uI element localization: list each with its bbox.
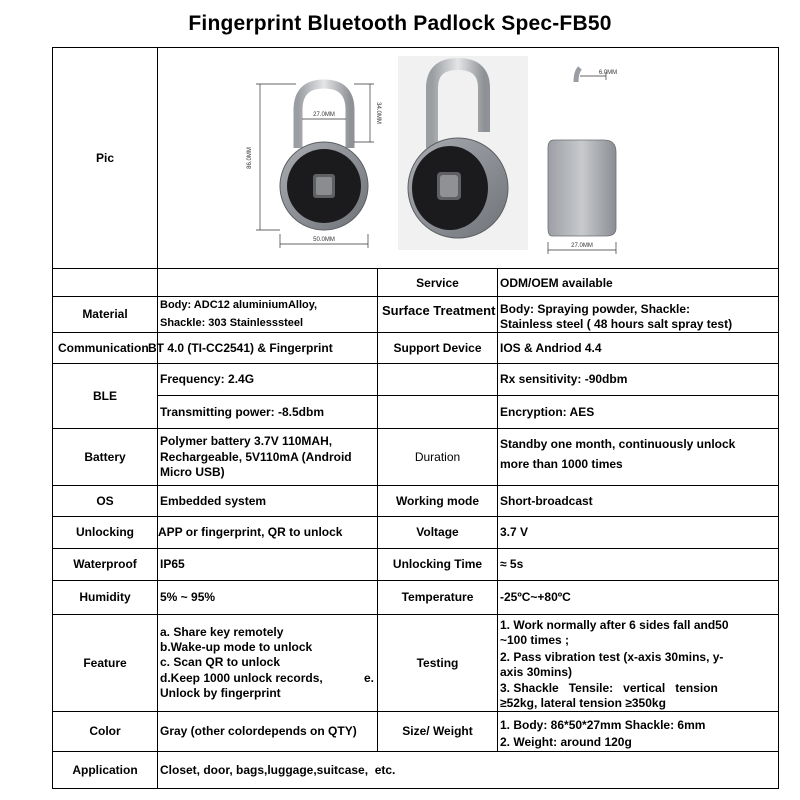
page-title: Fingerprint Bluetooth Padlock Spec-FB50 bbox=[188, 12, 612, 35]
ble-rx-sensitivity: Rx sensitivity: -90dbm bbox=[500, 372, 628, 386]
color-label: Color bbox=[89, 724, 121, 738]
padlock-photo-view bbox=[398, 56, 528, 250]
dim-shackle-thickness: 6.0MM bbox=[598, 70, 618, 76]
battery-line-2: Rechargeable, 5V110mA (Android bbox=[160, 450, 352, 464]
ble-frequency: Frequency: 2.4G bbox=[160, 372, 255, 386]
testing-line-6: ≥52kg, lateral tension ≥350kg bbox=[500, 696, 666, 710]
padlock-side-view bbox=[548, 68, 617, 254]
unlocking-time-label: Unlocking Time bbox=[392, 557, 483, 571]
color-value: Gray (other colordepends on QTY) bbox=[160, 724, 357, 738]
ble-encryption: Encryption: AES bbox=[500, 404, 595, 419]
voltage-label: Voltage bbox=[416, 525, 459, 539]
working-mode-label: Working mode bbox=[395, 493, 480, 508]
surface-treatment-label: Surface Treatment bbox=[382, 302, 496, 318]
dim-width-shackle: 27.0MM bbox=[313, 112, 335, 118]
os-label: OS bbox=[96, 493, 114, 508]
humidity-value: 5% ~ 95% bbox=[160, 590, 216, 604]
feature-line-1: a. Share key remotely bbox=[160, 625, 284, 639]
communication-value: BT 4.0 (TI-CC2541) & Fingerprint bbox=[148, 340, 333, 355]
testing-label: Testing bbox=[416, 655, 459, 670]
battery-line-3: Micro USB) bbox=[160, 465, 225, 479]
temperature-value: -25ºC~+80ºC bbox=[500, 590, 571, 604]
communication-label: Communication bbox=[58, 340, 149, 355]
dim-total-height: 86.0MM bbox=[247, 147, 253, 169]
support-device-value: IOS & Andriod 4.4 bbox=[500, 340, 602, 355]
waterproof-label: Waterproof bbox=[73, 557, 137, 571]
humidity-label: Humidity bbox=[79, 590, 131, 604]
support-device-label: Support Device bbox=[393, 340, 482, 355]
product-pictures bbox=[160, 48, 620, 270]
duration-line-2: more than 1000 times bbox=[500, 457, 623, 471]
surface-line-2: Stainless steel ( 48 hours salt spray test) bbox=[500, 317, 733, 331]
temperature-label: Temperature bbox=[401, 590, 474, 604]
dim-body-width: 50.0MM bbox=[313, 237, 335, 243]
size-weight-label: Size/ Weight bbox=[402, 724, 473, 738]
feature-line-2: b.Wake-up mode to unlock bbox=[160, 640, 313, 654]
battery-line-1: Polymer battery 3.7V 110MAH, bbox=[160, 434, 333, 448]
testing-line-3: 2. Pass vibration test (x-axis 30mins, y- bbox=[500, 650, 724, 664]
service-label: Service bbox=[416, 275, 459, 290]
duration-label: Duration bbox=[414, 449, 461, 464]
service-value: ODM/OEM available bbox=[500, 275, 613, 290]
dim-body-depth: 27.0MM bbox=[571, 243, 593, 249]
battery-label: Battery bbox=[84, 449, 126, 464]
dim-shackle-height: 34.0MM bbox=[375, 102, 381, 124]
duration-line-1: Standby one month, continuously unlock bbox=[500, 437, 736, 451]
padlock-front-view bbox=[247, 84, 381, 248]
ble-transmitting-power: Transmitting power: -8.5dbm bbox=[160, 404, 325, 419]
feature-line-4b: e. bbox=[364, 671, 375, 685]
os-value: Embedded system bbox=[160, 493, 267, 508]
surface-line-1: Body: Spraying powder, Shackle: bbox=[500, 302, 691, 316]
application-value: Closet, door, bags,luggage,suitcase, etc. bbox=[160, 762, 396, 777]
application-label: Application bbox=[72, 762, 138, 777]
working-mode-value: Short-broadcast bbox=[500, 493, 593, 508]
padlock-images bbox=[160, 48, 620, 270]
unlocking-label: Unlocking bbox=[75, 525, 134, 539]
size-line-1: 1. Body: 86*50*27mm Shackle: 6mm bbox=[500, 718, 706, 732]
testing-line-5: 3. Shackle Tensile: vertical tension bbox=[500, 681, 718, 695]
testing-line-1: 1. Work normally after 6 sides fall and50 bbox=[500, 618, 729, 632]
feature-label: Feature bbox=[83, 655, 127, 670]
material-line-2: Shackle: 303 Stainlesssteel bbox=[160, 317, 304, 329]
testing-line-2: ~100 times ; bbox=[500, 633, 570, 647]
voltage-value: 3.7 V bbox=[500, 525, 529, 539]
waterproof-value: IP65 bbox=[160, 557, 185, 571]
material-label: Material bbox=[82, 307, 128, 321]
pic-label: Pic bbox=[95, 150, 114, 165]
feature-line-5: Unlock by fingerprint bbox=[160, 686, 281, 700]
material-line-1: Body: ADC12 aluminiumAlloy, bbox=[160, 299, 318, 311]
feature-line-3: c. Scan QR to unlock bbox=[160, 655, 281, 669]
size-line-2: 2. Weight: around 120g bbox=[500, 735, 632, 749]
unlocking-value: APP or fingerprint, QR to unlock bbox=[158, 525, 343, 539]
testing-line-4: axis 30mins) bbox=[500, 665, 573, 679]
unlocking-time-value: ≈ 5s bbox=[500, 557, 524, 571]
feature-line-4: d.Keep 1000 unlock records, bbox=[160, 671, 323, 685]
ble-label: BLE bbox=[93, 388, 117, 403]
